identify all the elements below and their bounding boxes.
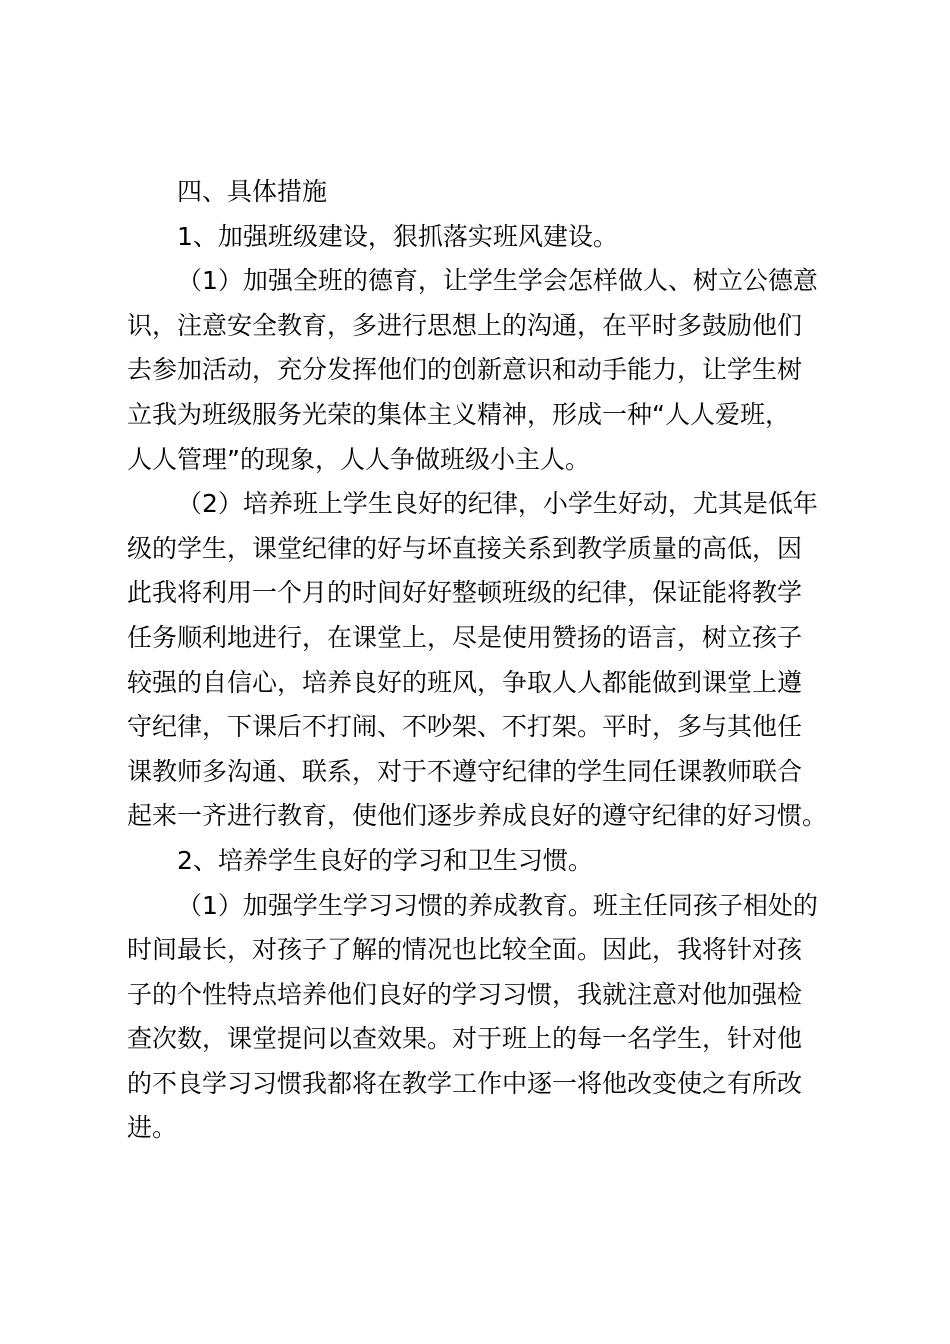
paragraph-line: 守纪律，下课后不打闹、不吵架、不打架。平时，多与其他任 bbox=[127, 712, 803, 742]
section-heading: 四、具体措施 bbox=[177, 177, 328, 206]
paragraph-line: 较强的自信心，培养良好的班风，争取人人都能做到课堂上遵 bbox=[127, 667, 803, 697]
paragraph-line: 查次数，课堂提问以查效果。对于班上的每一名学生，针对他 bbox=[127, 1024, 803, 1054]
subsection-heading-2: 2、培养学生良好的学习和卫生习惯。 bbox=[177, 845, 593, 875]
paragraph-line: （1）加强学生学习习惯的养成教育。班主任同孩子相处的 bbox=[177, 890, 818, 920]
paragraph-line: 子的个性特点培养他们良好的学习习惯，我就注意对他加强检 bbox=[127, 979, 803, 1009]
paragraph-line: 此我将利用一个月的时间好好整顿班级的纪律，保证能将教学 bbox=[127, 578, 803, 608]
paragraph-line: 时间最长，对孩子了解的情况也比较全面。因此，我将针对孩 bbox=[127, 935, 803, 965]
subsection-heading-1: 1、加强班级建设，狠抓落实班风建设。 bbox=[177, 221, 618, 251]
paragraph-line: （1）加强全班的德育，让学生学会怎样做人、树立公德意 bbox=[177, 266, 818, 296]
paragraph-line: 立我为班级服务光荣的集体主义精神，形成一种“人人爱班， bbox=[127, 399, 790, 429]
paragraph-line: （2）培养班上学生良好的纪律，小学生好动，尤其是低年 bbox=[177, 489, 818, 519]
paragraph-line: 起来一齐进行教育，使他们逐步养成良好的遵守纪律的好习惯。 bbox=[127, 801, 828, 831]
paragraph-line: 去参加活动，充分发挥他们的创新意识和动手能力，让学生树 bbox=[127, 355, 803, 385]
paragraph-line: 进。 bbox=[127, 1113, 178, 1143]
paragraph-line: 任务顺利地进行，在课堂上，尽是使用赞扬的语言，树立孩子 bbox=[127, 622, 803, 652]
document-body bbox=[127, 170, 837, 1151]
paragraph-line: 识，注意安全教育，多进行思想上的沟通，在平时多鼓励他们 bbox=[127, 310, 803, 340]
paragraph-line: 人人管理”的现象，人人争做班级小主人。 bbox=[127, 444, 590, 474]
paragraph-line: 级的学生，课堂纪律的好与坏直接关系到教学质量的高低，因 bbox=[127, 533, 803, 563]
paragraph-line: 的不良学习习惯我都将在教学工作中逐一将他改变使之有所改 bbox=[127, 1068, 803, 1098]
paragraph-line: 课教师多沟通、联系，对于不遵守纪律的学生同任课教师联合 bbox=[127, 756, 803, 786]
